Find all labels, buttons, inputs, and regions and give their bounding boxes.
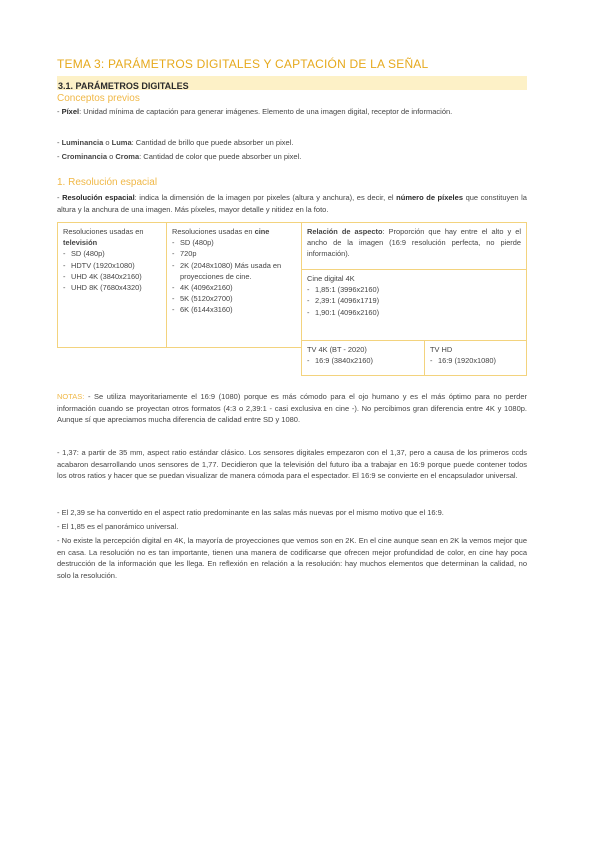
list-item: - UHD 4K (3840x2160) (63, 271, 161, 282)
list-item: - 2K (2048x1080) Más usada en proyecciones de cine. (172, 260, 296, 282)
cine-label-bold: cine (254, 227, 270, 236)
aspect-ratio-text: : Proporción que hay entre el alto y el ancho de la imagen (16:9 resolución perfecta, no pierde información). (307, 227, 522, 259)
pixel-definition: - Píxel: Unidad mínima de captación para generar imágenes. Elemento de una imagen digital, receptor de información. (57, 107, 453, 116)
resolution-heading: 1. Resolución espacial (57, 177, 158, 188)
list-item: - 2,39:1 (4096x1719) (307, 295, 521, 306)
pixel-count-term: número de píxeles (396, 193, 463, 202)
pixel-text: : Unidad mínima de captación para generar imágenes. Elemento de una imagen digital, receptor de información. (79, 107, 453, 116)
tv-hd-cell (424, 340, 527, 376)
tv-hd-label: TV HD (430, 345, 453, 354)
list-item: - 5K (5120x2700) (172, 293, 296, 304)
section-heading-bar (57, 76, 527, 90)
luma-text: : Cantidad de brillo que puede absorber un pixel. (131, 138, 294, 147)
luma-definition: - Luminancia o Luma: Cantidad de brillo que puede absorber un pixel. (57, 138, 294, 147)
tv-label: Resoluciones usadas en (63, 227, 144, 236)
chroma-term: Crominancia (61, 152, 108, 161)
chroma-term-short: Croma (115, 152, 140, 161)
notes-paragraph-4: - El 1,85 es el panorámico universal. (57, 522, 179, 531)
resolution-table (57, 222, 527, 366)
list-item: - 4K (4096x2160) (172, 282, 296, 293)
page-title: TEMA 3: PARÁMETROS DIGITALES Y CAPTACIÓN DE LA SEÑAL (57, 57, 429, 71)
tv-4k-cell (301, 340, 425, 376)
notes-paragraph-1 (57, 391, 527, 426)
tv-resolutions-list (63, 248, 161, 293)
pixel-term: Píxel (61, 107, 80, 116)
luma-or: o (103, 138, 112, 147)
list-item: - SD (480p) (172, 237, 296, 248)
list-item: - 16:9 (3840x2160) (307, 355, 419, 366)
resolution-definition: - Resolución espacial: indica la dimensión de la imagen por pixeles (altura y anchura), es decir, el número de píxeles que constituyen la altura y la anchura de una imagen. Más píxeles, mayor detalle y nitidez en la foto. (57, 193, 527, 214)
tv-4k-label: TV 4K (BT - 2020) (307, 345, 367, 354)
resolution-text-a: : indica la dimensión de la imagen por pixeles (altura y anchura), es decir, el (134, 193, 397, 202)
chroma-or: o (107, 152, 116, 161)
cine-resolutions-list (172, 237, 296, 315)
list-item: - HDTV (1920x1080) (63, 260, 161, 271)
list-item: - 6K (6144x3160) (172, 304, 296, 315)
resolution-text-b: que constituyen la altura y la anchura de una imagen. Más píxeles, mayor detalle y nitidez en la foto. (57, 193, 527, 214)
cine-4k-label: Cine digital 4K (307, 274, 355, 283)
notes-label: NOTAS: (57, 392, 85, 401)
note-1-text: - Se utiliza mayoritariamente el 16:9 (1080) porque es más cómodo para el ojo humano y es el más óptimo para no perder información cuando se proyectan otros formatos (4:3 o 2,39:1 - casi exclusiva en cine -). No percibimos gran diferencia entre 4K y 1080p. Aunque sí que apreciamos mucha diferencia de calidad entre SD y 1080. (57, 392, 527, 425)
notes-paragraph-2: - 1,37: a partir de 35 mm, aspect ratio estándar clásico. Los sensores digitales empezaron con el 1,37, pero a causa de los primeros ccds acabaron desarrollando unos sensores de 1,77. Decidieron que la televisión del futuro iba a trabajar en 16:9 porque puede contener todos los otros ratios y hacer que se puedan visualizar de manera cómoda para el espectador. El 16:9 se convierte en el encapsulador universal. (57, 448, 527, 481)
cine-resolutions-cell (166, 222, 302, 348)
tv-4k-list (307, 355, 419, 366)
list-item: - 1,90:1 (4096x2160) (307, 307, 521, 318)
notes-paragraph-3: - El 2,39 se ha convertido en el aspect ratio predominante en las salas más nuevas por el mismo motivo que el 16:9. (57, 508, 444, 517)
tv-hd-list (430, 355, 521, 366)
luma-term-short: Luma (111, 138, 132, 147)
chroma-definition: - Crominancia o Croma: Cantidad de color que puede absorber un pixel. (57, 152, 302, 161)
concepts-heading: Conceptos previos (57, 93, 140, 104)
aspect-ratio-term: Relación de aspecto (307, 227, 383, 236)
notes-paragraph-5: - No existe la percepción digital en 4K, la mayoría de proyecciones que vemos son en 2K. En el cine aunque sean en 2K la vemos mejor que en casa. La resolución no es tan importante, tienen una manera de codificarse que ofrecen mejor profundidad de color, en cine hay poca destrucción de la información que les llega. En reflexión en relación a la resolución: hay muchos elementos que determinan la calidad, no solo la resolución. (57, 536, 527, 580)
list-item: - SD (480p) (63, 248, 161, 259)
luma-term: Luminancia (61, 138, 104, 147)
aspect-ratio-cell (301, 222, 527, 270)
list-item: - 16:9 (1920x1080) (430, 355, 521, 366)
chroma-text: : Cantidad de color que puede absorber un pixel. (139, 152, 302, 161)
resolution-term: Resolución espacial (62, 193, 135, 202)
tv-resolutions-cell (57, 222, 167, 348)
list-item: - 1,85:1 (3996x2160) (307, 284, 521, 295)
cine-label: Resoluciones usadas en (172, 227, 255, 236)
list-item: - 720p (172, 248, 296, 259)
tv-label-bold: televisión (63, 238, 98, 248)
section-heading: 3.1. PARÁMETROS DIGITALES (58, 81, 189, 91)
cine-4k-cell (301, 269, 527, 341)
cine-4k-list (307, 284, 521, 318)
list-item: - UHD 8K (7680x4320) (63, 282, 161, 293)
